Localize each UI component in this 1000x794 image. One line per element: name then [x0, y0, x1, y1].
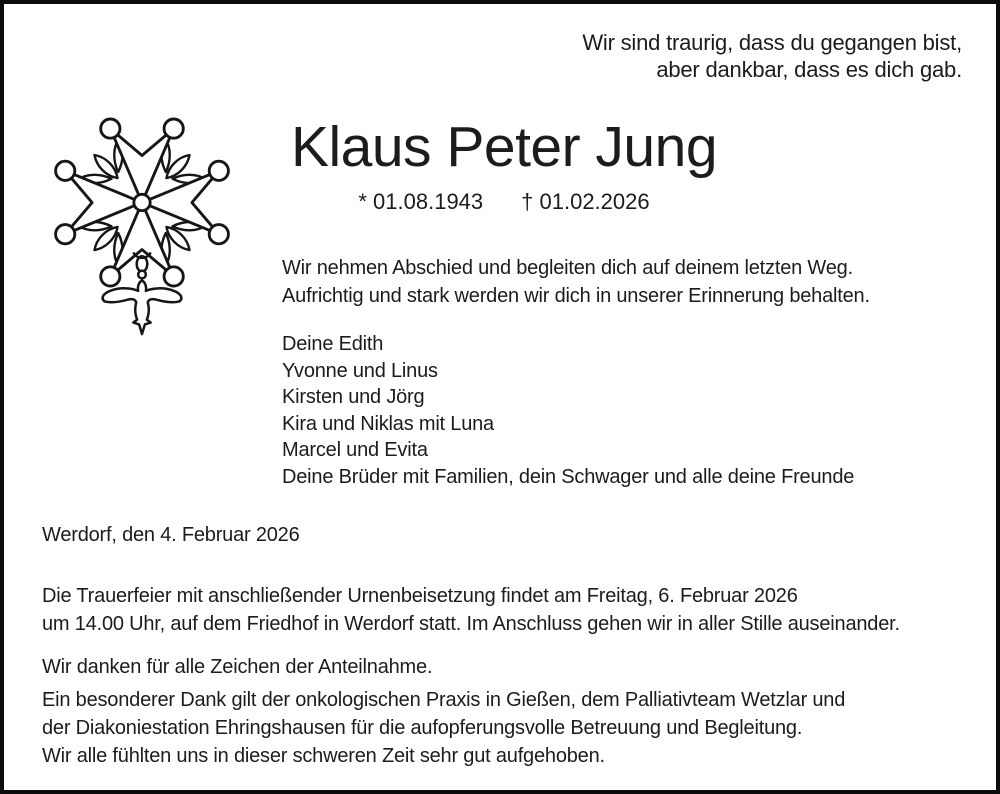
mourner-line: Marcel und Evita	[282, 439, 428, 462]
huguenot-cross-svg	[46, 108, 238, 346]
funeral-info-line2: um 14.00 Uhr, auf dem Friedhof in Werdorf statt. Im Anschluss gehen wir in aller Stille auseinander.	[42, 613, 900, 635]
farewell-line2: Aufrichtig und stark werden wir dich in unserer Erinnerung behalten.	[282, 285, 870, 307]
mourner-line: Deine Brüder mit Familien, dein Schwager und alle deine Freunde	[282, 465, 855, 488]
life-dates	[254, 189, 754, 215]
acknowledgement-line2: Ein besonderer Dank gilt der onkologischen Praxis in Gießen, dem Palliativteam Wetzlar und	[42, 689, 846, 711]
birth-date: * 01.08.1943	[358, 189, 484, 214]
acknowledgement-line4: Wir alle fühlten uns in dieser schweren Zeit sehr gut aufgehoben.	[42, 745, 605, 768]
funeral-info-line1: Die Trauerfeier mit anschließender Urnenbeisetzung findet am Freitag, 6. Februar 2026	[42, 585, 798, 607]
opening-quote-line1: Wir sind traurig, dass du gegangen bist,	[582, 30, 962, 55]
funeral-info	[42, 582, 900, 638]
title-block	[254, 115, 754, 215]
death-date: † 01.02.2026	[521, 189, 650, 214]
deceased-name: Klaus Peter Jung	[290, 115, 718, 179]
opening-quote-line2: aber dankbar, dass es dich gab.	[656, 57, 962, 82]
cross-balls	[56, 119, 229, 286]
mourner-line: Kira und Niklas mit Luna	[282, 412, 494, 435]
farewell-line1: Wir nehmen Abschied und begleiten dich auf deinem letzten Weg.	[282, 257, 853, 279]
mourners-list	[282, 331, 854, 491]
farewell-paragraph	[282, 254, 870, 310]
mourner-line: Kirsten und Jörg	[282, 386, 425, 409]
opening-quote	[582, 29, 962, 83]
acknowledgement-paragraph	[42, 686, 845, 771]
mourner-line: Yvonne und Linus	[282, 359, 438, 382]
acknowledgement-line3: der Diakoniestation Ehringshausen für die aufopferungsvolle Betreuung und Begleitung.	[42, 717, 803, 740]
huguenot-cross-icon	[46, 108, 238, 346]
mourner-line: Deine Edith	[282, 333, 384, 355]
dateline: Werdorf, den 4. Februar 2026	[42, 524, 300, 546]
acknowledgement-intro: Wir danken für alle Zeichen der Anteilnahme.	[42, 656, 433, 678]
